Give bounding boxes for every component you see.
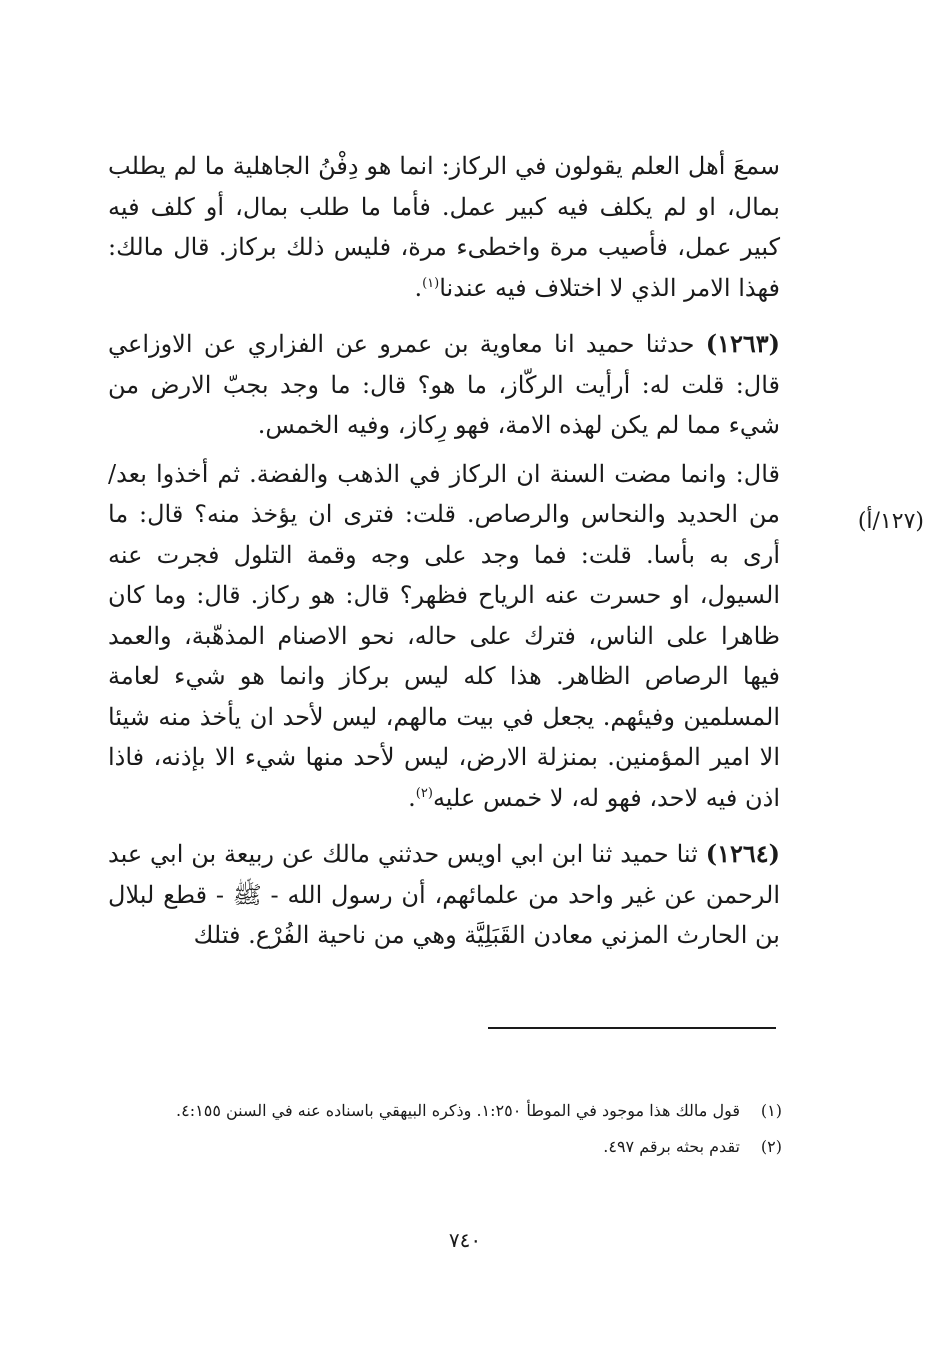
page-number: ٧٤٠ xyxy=(448,1228,482,1252)
footnote-text: قول مالك هذا موجود في الموطأ ١:٢٥٠. وذكره البيهقي باسناده عنه في السنن ٤:١٥٥. xyxy=(176,1101,740,1120)
paragraph-text: سمعَ أهل العلم يقولون في الركاز: انما هو دِفْنُ الجاهلية ما لم يطلب بمال، او لم يكلف فيه كبير عمل. فأما ما طلب بمال، أو كلف فيه كبير عمل، فأصيب مرة واخطىء مرة، فليس ذلك بركاز. قال مالك: فهذا الامر الذي لا اختلاف فيه عندنا xyxy=(108,152,780,302)
footnote-reference: (١) xyxy=(422,275,440,291)
paragraph-hadith-1264 xyxy=(108,834,780,956)
paragraph-end: . xyxy=(414,273,423,302)
hadith-number: (١٢٦٣) xyxy=(705,329,780,358)
manuscript-folio-marker: (١٢٧/أ) xyxy=(857,509,924,534)
paragraph-spacer xyxy=(108,818,780,834)
footnote-marker: (٢) xyxy=(760,1137,782,1156)
paragraph-end: . xyxy=(408,783,416,812)
paragraph-text: قال: وانما مضت السنة ان الركاز في الذهب والفضة. ثم أخذوا بعد/من الحديد والنحاس والرصاص. قلت: فترى ان يؤخذ منه؟ قال: ما أرى به بأسا. قلت: فما وجد على وجه وقمة التلول فجرت عنه السيول، او حسرت عنه الرياح فظهر؟ قال: هو ركاز. قال: وما كان ظاهرا على الناس، فترك على حاله، نحو الاصنام المذهّبة، والعمد فيها الرصاص الظاهر. هذا كله ليس بركاز وانما هو شيء لعامة المسلمين وفيئهم. يجعل في بيت مالهم، ليس لأحد ان يأخذ منه شيئا الا امير المؤمنين. بمنزلة الارض، ليس لأحد منها شيء الا بإذنه، فاذا اذن فيه لاحد، فهو له، لا خمس عليه xyxy=(108,459,781,812)
footnote-item xyxy=(108,1096,782,1126)
footnotes-section xyxy=(108,1096,782,1168)
hadith-number: (١٢٦٤) xyxy=(705,839,780,868)
footnote-reference: (٢) xyxy=(415,785,433,801)
paragraph-text: حدثنا حميد انا معاوية بن عمرو عن الفزاري عن الاوزاعي قال: قلت له: أرأيت الركّاز، ما هو؟ قال: ما وجد بجبّ الارض من شيء مما لم يكن لهذه الامة، فهو رِكاز، وفيه الخمس. xyxy=(108,330,780,439)
paragraph-awzai-continued xyxy=(108,454,780,819)
paragraph-hadith-1263 xyxy=(108,324,780,446)
footnote-text: تقدم بحثه برقم ٤٩٧. xyxy=(603,1137,740,1156)
paragraph-malik-rikaz xyxy=(108,146,780,308)
paragraph-spacer xyxy=(108,446,780,454)
main-text-block xyxy=(108,146,780,956)
footnote-separator xyxy=(488,1027,776,1029)
paragraph-spacer xyxy=(108,308,780,324)
footnote-item xyxy=(108,1132,782,1162)
footnote-marker: (١) xyxy=(760,1101,782,1120)
paragraph-text: ثنا حميد ثنا ابن ابي اويس حدثني مالك عن ربيعة بن ابي عبد الرحمن عن غير واحد من علمائهم، أن رسول الله - ﷺ - قطع لبلال بن الحارث المزني معادن القَبَلِيَّة وهي من ناحية الفُرْع. فتلك xyxy=(108,840,781,949)
